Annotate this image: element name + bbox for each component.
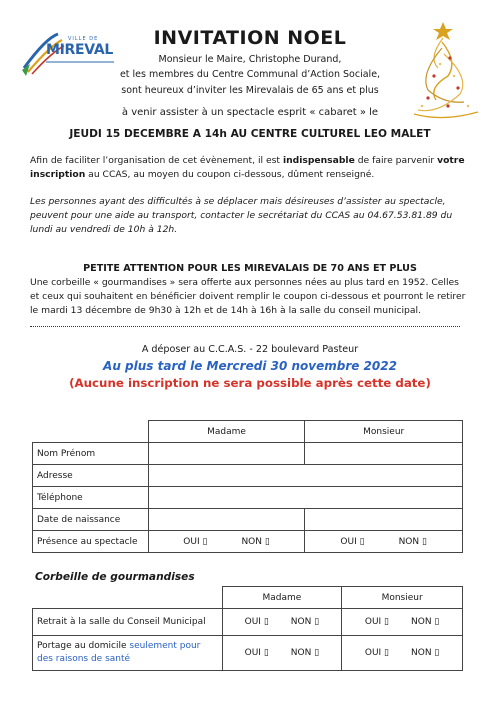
para1-a: Afin de faciliter l’organisation de cet évènement, il est xyxy=(30,155,283,166)
oui-checkbox[interactable]: ▯ xyxy=(263,617,269,627)
form2-label-portage xyxy=(33,636,223,671)
form1-presence-madame xyxy=(148,531,305,553)
para1-b: indispensable xyxy=(282,155,355,166)
non-checkbox[interactable]: ▯ xyxy=(434,617,440,627)
non-checkbox[interactable]: ▯ xyxy=(264,536,270,547)
form1-adresse-field[interactable] xyxy=(148,465,462,487)
form2-portage-monsieur xyxy=(342,636,463,671)
portage-text-b: seulement pour xyxy=(129,641,201,651)
attention-text xyxy=(30,276,475,318)
form1-header-monsieur: Monsieur xyxy=(305,421,463,443)
logo-name: MIREVAL xyxy=(46,42,114,58)
form1-corner xyxy=(33,421,149,443)
page-title: INVITATION NOEL xyxy=(153,27,347,49)
form2-retrait-madame xyxy=(222,609,342,636)
dotted-divider xyxy=(30,326,460,327)
oui-checkbox[interactable]: ▯ xyxy=(263,648,269,658)
attention-title: PETITE ATTENTION POUR LES MIREVALAIS DE 70 ANS ET PLUS xyxy=(83,263,417,274)
no-inscription-warning: (Aucune inscription ne sera possible après cette date) xyxy=(69,376,431,390)
form1-label-nom: Nom Prénom xyxy=(33,443,149,465)
paragraph-transport xyxy=(30,195,475,237)
non-label: NON xyxy=(290,648,315,658)
form1-label-adresse: Adresse xyxy=(33,465,149,487)
para2-line-3: lundi au vendredi de 10h à 12h. xyxy=(30,224,178,235)
non-checkbox[interactable]: ▯ xyxy=(314,648,320,658)
form1-nom-madame-field[interactable] xyxy=(148,443,305,465)
oui-checkbox[interactable]: ▯ xyxy=(202,536,208,547)
intro-line-1: Monsieur le Maire, Christophe Durand, xyxy=(158,54,342,65)
attention-line-2: et ceux qui souhaitent en bénéficier doivent remplir le coupon ci-dessous et pourront le retirer xyxy=(30,291,466,302)
oui-checkbox[interactable]: ▯ xyxy=(359,536,365,547)
form1-label-telephone: Téléphone xyxy=(33,487,149,509)
form1-naissance-monsieur-field[interactable] xyxy=(305,509,463,531)
form2-corner xyxy=(33,587,223,609)
non-checkbox[interactable]: ▯ xyxy=(434,648,440,658)
portage-text-c: des raisons de santé xyxy=(37,654,131,664)
corbeille-title: Corbeille de gourmandises xyxy=(35,571,195,583)
para1-c: de faire parvenir xyxy=(354,155,438,166)
form1-nom-monsieur-field[interactable] xyxy=(305,443,463,465)
oui-checkbox[interactable]: ▯ xyxy=(384,648,389,658)
non-label: NON xyxy=(290,617,315,627)
para1-d: votre xyxy=(437,155,465,166)
oui-label: OUI xyxy=(340,536,360,547)
non-label: NON xyxy=(241,536,265,547)
non-label: NON xyxy=(398,536,422,547)
logo-top-text: VILLE DE xyxy=(68,36,99,42)
form1-header-madame: Madame xyxy=(148,421,305,443)
non-label: NON xyxy=(411,648,435,658)
form2-portage-madame xyxy=(222,636,342,671)
oui-checkbox[interactable]: ▯ xyxy=(384,617,389,627)
deposit-address: A déposer au C.C.A.S. - 22 boulevard Pasteur xyxy=(141,344,359,355)
deadline-text: Au plus tard le Mercredi 30 novembre 2022 xyxy=(103,359,397,373)
oui-label: OUI xyxy=(364,648,385,658)
form1-label-presence: Présence au spectacle xyxy=(33,531,149,553)
para1-f: au CCAS, au moyen du coupon ci-dessous, dûment renseigné. xyxy=(85,169,375,180)
form2-header-monsieur: Monsieur xyxy=(342,587,463,609)
event-date-line: JEUDI 15 DECEMBRE A 14h AU CENTRE CULTUREL LEO MALET xyxy=(69,128,431,140)
form1-telephone-field[interactable] xyxy=(148,487,462,509)
form2-retrait-monsieur xyxy=(342,609,463,636)
para1-e: inscription xyxy=(30,169,86,180)
non-checkbox[interactable]: ▯ xyxy=(314,617,320,627)
form2-header-madame: Madame xyxy=(222,587,342,609)
intro-line-3: sont heureux d’inviter les Mirevalais de 65 ans et plus xyxy=(121,85,379,96)
portage-text-a: Portage au domicile xyxy=(37,641,130,651)
intro-line-2: et les membres du Centre Communal d’Action Sociale, xyxy=(119,69,381,80)
corbeille-form-table xyxy=(32,586,463,671)
non-label: NON xyxy=(411,617,435,627)
attention-line-1: Une corbeille « gourmandises » sera offerte aux personnes nées au plus tard en 1952. Celles xyxy=(30,277,459,288)
intro-line-4: à venir assister à un spectacle esprit « cabaret » le xyxy=(121,107,379,118)
oui-label: OUI xyxy=(364,617,385,627)
oui-label: OUI xyxy=(244,648,264,658)
form1-presence-monsieur xyxy=(305,531,463,553)
form1-naissance-madame-field[interactable] xyxy=(148,509,305,531)
para2-line-1: Les personnes ayant des difficultés à se déplacer mais désireuses d’assister au spectacle, xyxy=(30,196,446,207)
non-checkbox[interactable]: ▯ xyxy=(421,536,427,547)
para2-line-2: peuvent pour une aide au transport, contacter le secrétariat du CCAS au 04.67.53.81.89 du xyxy=(30,210,453,221)
form1-label-naissance: Date de naissance xyxy=(33,509,149,531)
oui-label: OUI xyxy=(183,536,203,547)
attention-line-3: le mardi 13 décembre de 9h30 à 12h et de 14h à 16h à la salle du conseil municipal. xyxy=(30,305,421,316)
form2-label-retrait: Retrait à la salle du Conseil Municipal xyxy=(33,609,223,636)
inscription-form-table xyxy=(32,420,463,553)
oui-label: OUI xyxy=(244,617,264,627)
paragraph-inscription xyxy=(30,154,475,182)
